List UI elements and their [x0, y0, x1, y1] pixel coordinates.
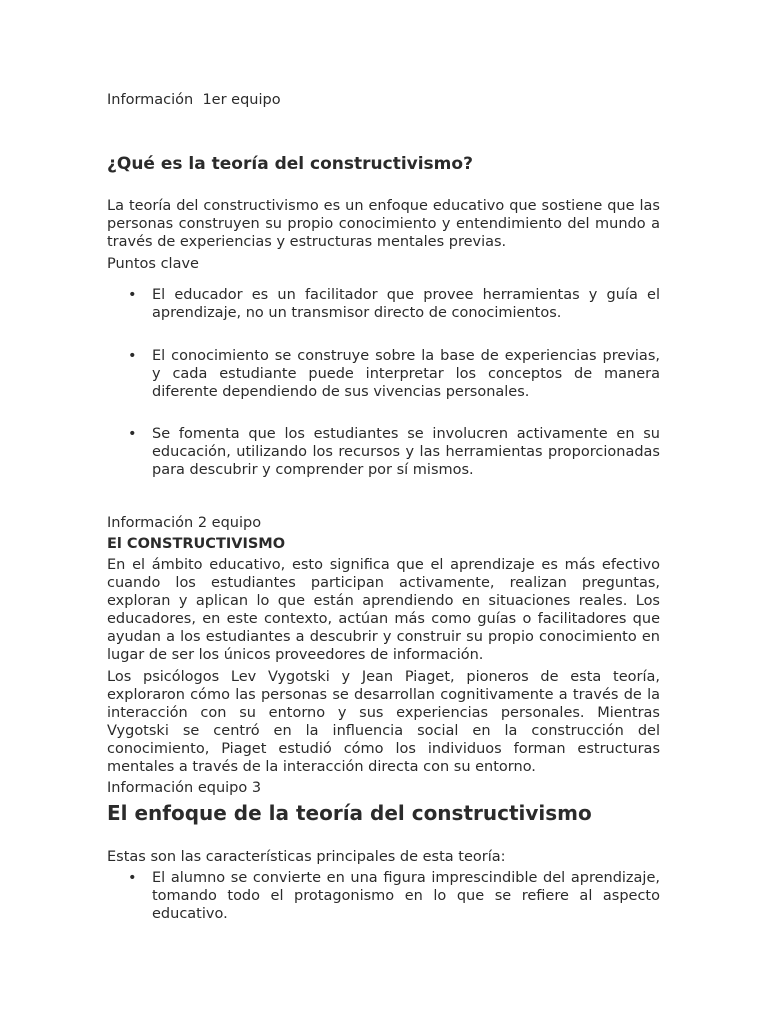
section3-intro: Estas son las características principales de esta teoría: [107, 849, 506, 865]
section1-bullet [128, 286, 660, 322]
bullet-icon: • [128, 348, 137, 364]
section1-heading: ¿Qué es la teoría del constructivismo? [107, 154, 473, 174]
section1-label: Información 1er equipo [107, 92, 281, 108]
section3-bullet [128, 869, 660, 923]
section1-bullet [128, 425, 660, 479]
section3-label: Información equipo 3 [107, 780, 262, 796]
bullet-text: El alumno se convierte en una figura imprescindible del aprendizaje, tomando todo el protagonismo en lo que se refiere al aspecto educativo. [152, 870, 660, 922]
bullet-icon: • [128, 426, 137, 442]
section3-heading: El enfoque de la teoría del constructivismo [107, 801, 592, 825]
section2-label: Información 2 equipo [107, 515, 262, 531]
section2-paragraph-1: En el ámbito educativo, esto significa que el aprendizaje es más efectivo cuando los estudiantes participan activamente, realizan preguntas, exploran y aplican lo que están aprendiendo en situaciones reales. Los educadores, en este contexto, actúan más como guías o facilitadores que ayudan a los estudiantes a descubrir y construir su propio conocimiento en lugar de ser los únicos proveedores de información. [107, 557, 660, 663]
bullet-icon: • [128, 870, 137, 886]
section1-bullet [128, 347, 660, 401]
bullet-icon: • [128, 287, 137, 303]
bullet-text: El conocimiento se construye sobre la base de experiencias previas, y cada estudiante puede interpretar los conceptos de manera diferente dependiendo de sus vivencias personales. [152, 348, 660, 400]
section1-intro: La teoría del constructivismo es un enfoque educativo que sostiene que las personas construyen su propio conocimiento y entendimiento del mundo a través de experiencias y estructuras mentales previas. [107, 198, 660, 250]
section2-paragraph-2: Los psicólogos Lev Vygotski y Jean Piaget, pioneros de esta teoría, exploraron cómo las personas se desarrollan cognitivamente a través de la interacción con su entorno y sus experiencias personales. Mientras Vygotski se centró en la influencia social en la construcción del conocimiento, Piaget estudió cómo los individuos forman estructuras mentales a través de la interacción directa con su entorno. [107, 669, 660, 775]
key-points-label: Puntos clave [107, 256, 199, 272]
section2-heading: El CONSTRUCTIVISMO [107, 536, 286, 552]
bullet-text: Se fomenta que los estudiantes se involucren activamente en su educación, utilizando los recursos y las herramientas proporcionadas para descubrir y comprender por sí mismos. [152, 426, 660, 478]
bullet-text: El educador es un facilitador que provee herramientas y guía el aprendizaje, no un transmisor directo de conocimientos. [152, 287, 660, 321]
